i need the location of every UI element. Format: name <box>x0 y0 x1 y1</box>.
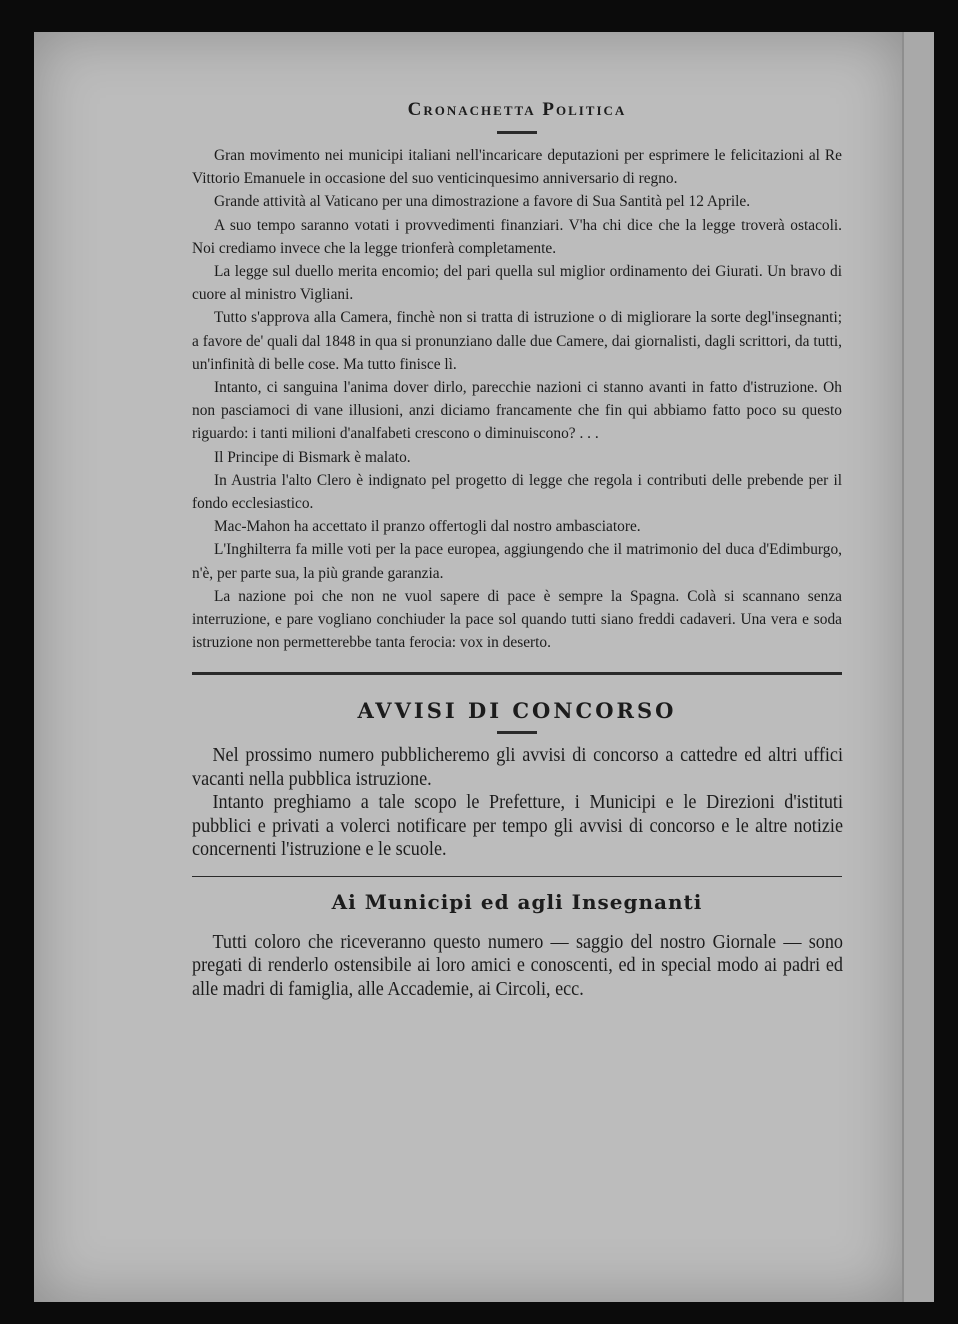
paragraph: La nazione poi che non ne vuol sapere di pace è sempre la Spagna. Colà si scannano senza interruzione, e pare vogliano conchiuder la pace sol quando tutti siano freddi cadaveri. Una vera e soda istruzione non permetterebbe tanta ferocia: vox in deserto. <box>192 587 842 652</box>
paragraph: Mac-Mahon ha accettato il pranzo offertogli dal nostro ambasciatore. <box>214 518 641 536</box>
paragraph: Tutto s'approva alla Camera, finchè non si tratta di istruzione o di migliorare la sorte degl'insegnanti; a favore de' quali dal 1848 in qua si pronunziano dalle due Camere, dai giornalisti, dagli scrittori, da tutti, un'infinità di belle cose. Ma tutto finisce lì. <box>192 309 842 373</box>
paragraph: Tutti coloro che riceveranno questo numero — saggio del nostro Giornale — sono pregati di renderlo ostensibile ai loro amici e conoscenti, ed in special modo ai padri ed alle madri di famiglia, alle Accademie, ai Circoli, ecc. <box>192 931 843 1000</box>
title-dash <box>497 731 537 734</box>
paragraph: La legge sul duello merita encomio; del pari quella sul miglior ordinamento dei Giurati. Un bravo di cuore al ministro Vigliani. <box>192 263 842 304</box>
page-content <box>192 95 842 1001</box>
spacer <box>192 917 842 931</box>
section-divider <box>192 876 842 877</box>
paragraph: Nel prossimo numero pubblicheremo gli avvisi di concorso a cattedre ed altri uffici vacanti nella pubblica istruzione. <box>192 745 843 790</box>
section-title-municipi: Ai Municipi ed agli Insegnanti <box>331 889 703 914</box>
paragraph: Grande attività al Vaticano per una dimostrazione a favore di Sua Santità pel 12 Aprile. <box>214 193 751 211</box>
paragraph: Il Principe di Bismark è malato. <box>214 448 411 466</box>
paragraph: Intanto, ci sanguina l'anima dover dirlo, parecchie nazioni ci stanno avanti in fatto d'istruzione. Oh non pasciamoci di vane illusioni, anzi diciamo francamente che fin qui abbiamo fatto poco su questo riguardo: i tanti milioni d'analfabeti crescono o diminuiscono? . . . <box>192 379 842 443</box>
section-title-cronachetta: Cronachetta Politica <box>407 99 627 120</box>
paragraph: Intanto preghiamo a tale scopo le Prefetture, i Municipi e le Direzioni d'istituti pubblici e privati a volerci notificare per tempo gli avvisi di concorso e le altre notizie concernenti l'istruzione e le scuole. <box>192 792 843 861</box>
section-title-avvisi: AVVISI DI CONCORSO <box>357 698 677 724</box>
title-dash <box>497 131 537 134</box>
section-divider <box>192 672 842 675</box>
paragraph: A suo tempo saranno votati i provvedimenti finanziari. V'ha chi dice che la legge troverà ostacoli. Noi crediamo invece che la legge trionferà completamente. <box>192 216 842 257</box>
page-edge <box>902 32 934 1302</box>
paragraph: L'Inghilterra fa mille voti per la pace europea, aggiungendo che il matrimonio del duca d'Edimburgo, n'è, per parte sua, la più grande garanzia. <box>192 541 842 582</box>
paragraph: Gran movimento nei municipi italiani nell'incaricare deputazioni per esprimere le felicitazioni al Re Vittorio Emanuele in occasione del suo venticinquesimo anniversario di regno. <box>192 147 842 188</box>
paragraph: In Austria l'alto Clero è indignato pel progetto di legge che regola i contributi delle prebende per il fondo ecclesiastico. <box>192 471 842 513</box>
